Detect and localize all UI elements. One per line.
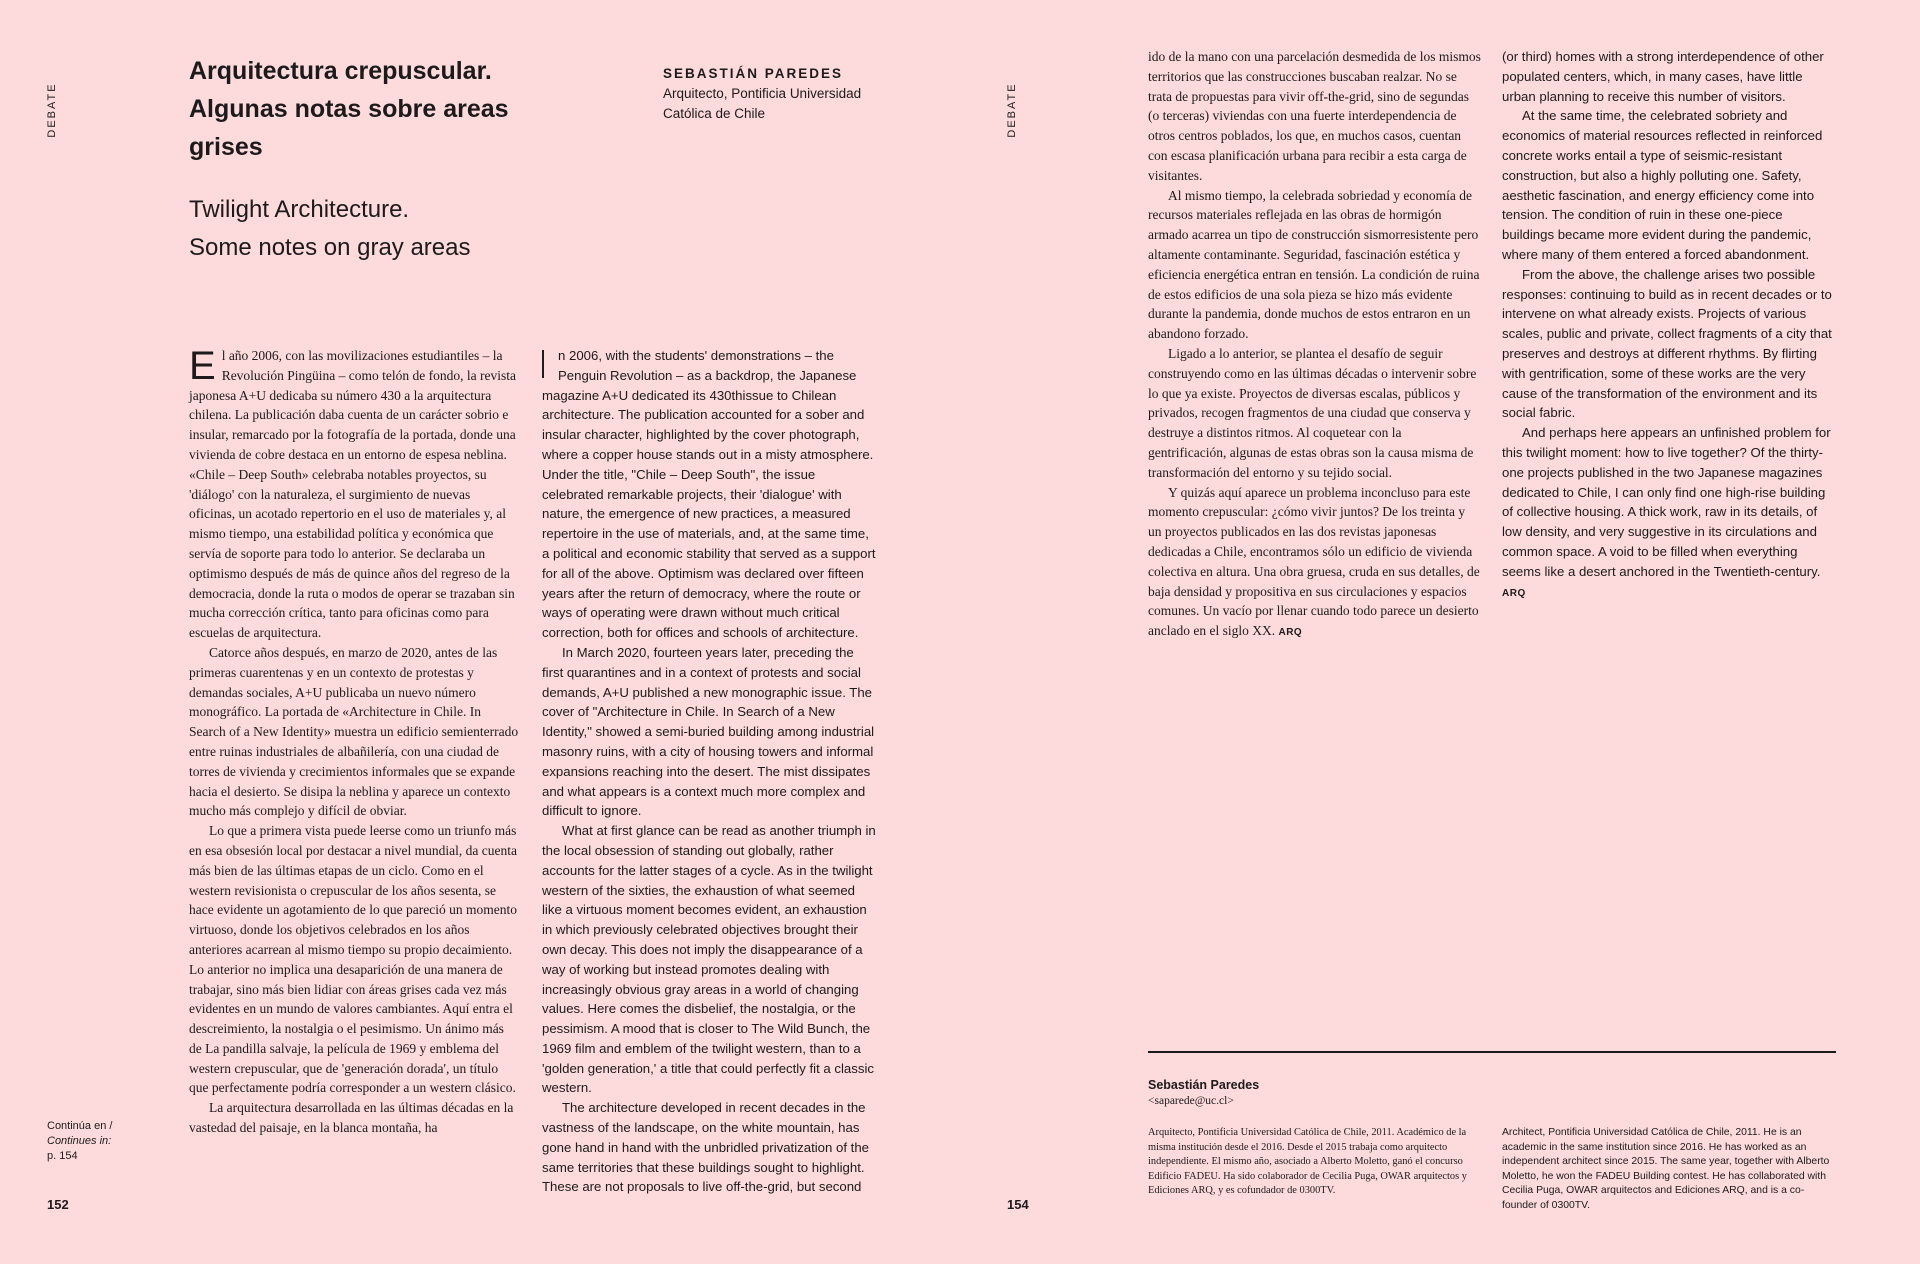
end-mark: ARQ xyxy=(1278,627,1303,639)
bio-email: <saparede@uc.cl> xyxy=(1148,1095,1234,1107)
paragraph: And perhaps here appears an unfinished problem for this twilight moment: how to live together? Of the thirty-one projects published in the two Japanese magazines dedicated to Chile, I can only find one high-rise building of collective housing. A thick work, raw in its details, of low density, and very suggestive in its circulations and common space. A void to be filled when everything seems like a desert anchored in the Twentieth-century. ARQ xyxy=(1502,425,1831,599)
section-label-left: DEBATE xyxy=(46,82,58,138)
section-label-right: DEBATE xyxy=(1006,82,1018,138)
article-title-es: Arquitectura crepuscular. Algunas notas sobre areas grises xyxy=(189,57,509,161)
paragraph: In March 2020, fourteen years later, preceding the first quarantines and in a context of protests and social demands, A+U published a new monographic issue. The cover of "Architecture in Chile. In Search of a New Identity," showed a semi-buried building among industrial masonry ruins, with a city of housing towers and informal expansions reaching into the desert. The mist dissipates and what appears is a context much more complex and difficult to ignore. xyxy=(542,644,875,819)
paragraph: Lo que a primera vista puede leerse como un triunfo más en esa obsesión local por destacar a nivel mundial, da cuenta más bien de las últimas etapas de un ciclo. Como en el western revisionista o crepuscular de los años sesenta, se hace evidente un agotamiento de lo que pareció un momento virtuoso, donde los objetivos celebrados en los años anteriores acarrean al mismo tiempo su propio decaimiento. Lo anterior no implica una desaparición de una manera de trabajar, sino más bien lidiar con áreas grises cada vez más evidentes en un mundo de valores cambiantes. Aquí entra el descreimiento, la nostalgia o el pesimismo. Un ánimo más de La pandilla salvaje, la película de 1969 y emblema del western crepuscular, que de 'generación dorada', un título que perfectamente podría corresponder a un western clásico. xyxy=(189,823,518,1096)
bio-name: Sebastián Paredes xyxy=(1148,1078,1260,1092)
paragraph: Catorce años después, en marzo de 2020, antes de las primeras cuarentenas y en un contexto de protestas y demandas sociales, A+U publicaba un nuevo número monográfico. La portada de «Architecture in Chile. In Search of a New Identity» muestra un edificio semienterrado entre ruinas industriales de albañilería, con una ciudad de torres de vivienda y crecimientos informales que se expande hacia el desierto. Se disipa la neblina y aparece un contexto mucho más complejo y difícil de obviar. xyxy=(189,644,519,819)
article-title-en-line2: Some notes on gray areas xyxy=(189,234,471,261)
author-block xyxy=(663,64,893,124)
bio-divider xyxy=(1148,1051,1836,1053)
paragraph: Al mismo tiempo, la celebrada sobriedad y economía de recursos materiales reflejada en las obras de hormigón armado acarrea un tipo de construcción sismorresistente pero altamente contaminante. Seguridad, fascinación estética y eficiencia energética entran en tensión. La condición de ruina de estos edificios de una sola pieza se hizo más evidente durante la pandemia, donde muchos de estos entraron en un abandono forzado. xyxy=(1148,187,1480,342)
page-number-left: 152 xyxy=(47,1197,69,1212)
body-column-en-right xyxy=(1502,47,1838,603)
paragraph: Y quizás aquí aparece un problema inconcluso para este momento crepuscular: ¿cómo vivir juntos? De los treinta y un proyectos publicados en las dos revistas japonesas dedicadas a Chile, encontramos sólo un edificio de vivienda colectiva en altura. Una obra gruesa, cruda en sus detalles, de baja densidad y propositiva en sus circulaciones y espacios comunes. Un vacío por llenar cuando todo parece un desierto anclado en el siglo XX. ARQ xyxy=(1148,484,1480,639)
paragraph: The architecture developed in recent decades in the vastness of the landscape, on the white mountain, has gone hand in hand with the unbridled privatization of the same territories that these buildings sought to highlight. These are not proposals to live off-the-grid, but second xyxy=(542,1100,869,1195)
paragraph: ido de la mano con una parcelación desmedida de los mismos territorios que las construcciones buscaban realzar. No se trata de propuestas para vivir off-the-grid, sino de segundas (o terceras) viviendas con una fuerte interdependencia de otros centros poblados, los que, en muchos casos, cuentan con escasa planificación urbana para recibir a esta carga de visitantes. xyxy=(1148,49,1481,183)
paragraph: (or third) homes with a strong interdependence of other populated centers, which, in many cases, have little urban planning to receive this number of visitors. xyxy=(1502,49,1824,104)
drop-cap: E xyxy=(189,344,216,388)
body-column-en-left xyxy=(542,346,878,1197)
paragraph: From the above, the challenge arises two possible responses: continuing to build as in recent decades or to intervene on what already exists. Projects of various scales, public and private, collect fragments of a city that preserves and destroys at different rhythms. By flirting with gentrification, some of these works are the very cause of the transformation of the environment and its social fabric. xyxy=(1502,266,1832,421)
author-affiliation: Arquitecto, Pontificia Universidad Católica de Chile xyxy=(663,86,862,121)
paragraph: El año 2006, con las movilizaciones estudiantiles – la Revolución Pingüina – como telón de fondo, la revista japonesa A+U dedicaba su número 430 a la arquitectura chilena. La publicación daba cuenta de un carácter sobrio e insular, remarcado por la fotografía de la portada, donde una vivienda de cobre destaca en un entorno de espesa neblina. «Chile – Deep South» celebraba notables proyectos, su 'diálogo' con la naturaleza, el surgimiento de nuevas oficinas, un acotado repertorio en el uso de materiales y, al mismo tiempo, una estabilidad política y económica que servía de soporte para todo lo anterior. Se declaraba un optimismo después de más de quince años del regreso de la democracia, donde la ruta o modos de operar se trazaban sin mucha corrección crítica, tanto para oficinas como para escuelas de arquitectura. xyxy=(189,344,517,641)
body-column-es-right xyxy=(1148,47,1482,643)
bio-text-es: Arquitecto, Pontificia Universidad Católica de Chile, 2011. Académico de la misma institución desde el 2016. Desde el 2015 trabaja como arquitecto independiente. El mismo año, asociado a Alberto Moletto, ganó el concurso Edificio FADEU. Ha sido colaborador de Cecilia Puga, OWAR arquitectos y Ediciones ARQ, y es cofundador de 0300TV. xyxy=(1148,1127,1467,1196)
page-number-right: 154 xyxy=(1007,1197,1029,1212)
paragraph: n 2006, with the students' demonstrations – the Penguin Revolution – as a backdrop, the Japanese magazine A+U dedicated its 430thissue to Chilean architecture. The publication accounted for a sober and insular character, highlighted by the cover photograph, where a copper house stands out in a misty atmosphere. Under the title, "Chile – Deep South", the issue celebrated remarkable projects, their 'dialogue' with nature, the emergence of new practices, a measured repertoire in the use of materials, and, at the same time, a political and economic stability that served as a support for all of the above. Optimism was declared over fifteen years after the return of democracy, where the route or ways of operating were drawn without much critical correction, both for offices and schools of architecture. xyxy=(542,348,876,641)
article-title-en xyxy=(189,191,589,267)
author-name: SEBASTIÁN PAREDES xyxy=(663,66,844,81)
paragraph: Ligado a lo anterior, se plantea el desafío de seguir construyendo como en las últimas décadas o intervenir sobre lo que ya existe. Proyectos de diversas escalas, públicos y privados, recogen fragmentos de una ciudad que conserva y destruye a distintos ritmos. Al coquetear con la gentrificación, algunas de estas obras son la causa misma de transformación del entorno y su tejido social. xyxy=(1148,345,1477,480)
paragraph: At the same time, the celebrated sobriety and economics of material resources reflected in reinforced concrete works entail a type of seismic-resistant construction, but also a highly polluting one. Safety, aesthetic fascination, and energy efficiency come into tension. The condition of ruin in these one-piece buildings became more evident during the pandemic, where many of them entered a forced abandonment. xyxy=(1502,108,1823,262)
body-column-es-left xyxy=(189,346,519,1138)
drop-cap xyxy=(542,350,544,378)
continue-note: Continúa en / Continues in: p. 154 xyxy=(47,1120,113,1162)
bio-text-en: Architect, Pontificia Universidad Católica de Chile, 2011. He is an academic in the same institution since 2016. He has worked as an independent architect since 2015. The same year, together with Alberto Moletto, he won the FADEU Building contest. He has collaborated with Cecilia Puga, OWAR arquitectos and Ediciones ARQ, and is a co-founder of 0300TV. xyxy=(1502,1127,1830,1211)
article-title-en-line1: Twilight Architecture. xyxy=(189,196,410,223)
end-mark: ARQ xyxy=(1502,587,1526,599)
paragraph: What at first glance can be read as another triumph in the local obsession of standing out globally, rather accounts for the latter stages of a cycle. As in the twilight western of the sixties, the exhaustion of what seemed like a virtuous moment becomes evident, an exhaustion in which previously celebrated objectives brought their own decay. This does not imply the disappearance of a way of working but instead promotes dealing with increasingly obvious gray areas in a world of changing values. Here comes the disbelief, the nostalgia, or the pessimism. A mood that is closer to The Wild Bunch, the 1969 film and emblem of the twilight western, than to a 'golden generation,' a title that could perfectly fit a classic western. xyxy=(542,823,876,1096)
paragraph: La arquitectura desarrollada en las últimas décadas en la vastedad del paisaje, en la blanca montaña, ha xyxy=(189,1100,514,1136)
